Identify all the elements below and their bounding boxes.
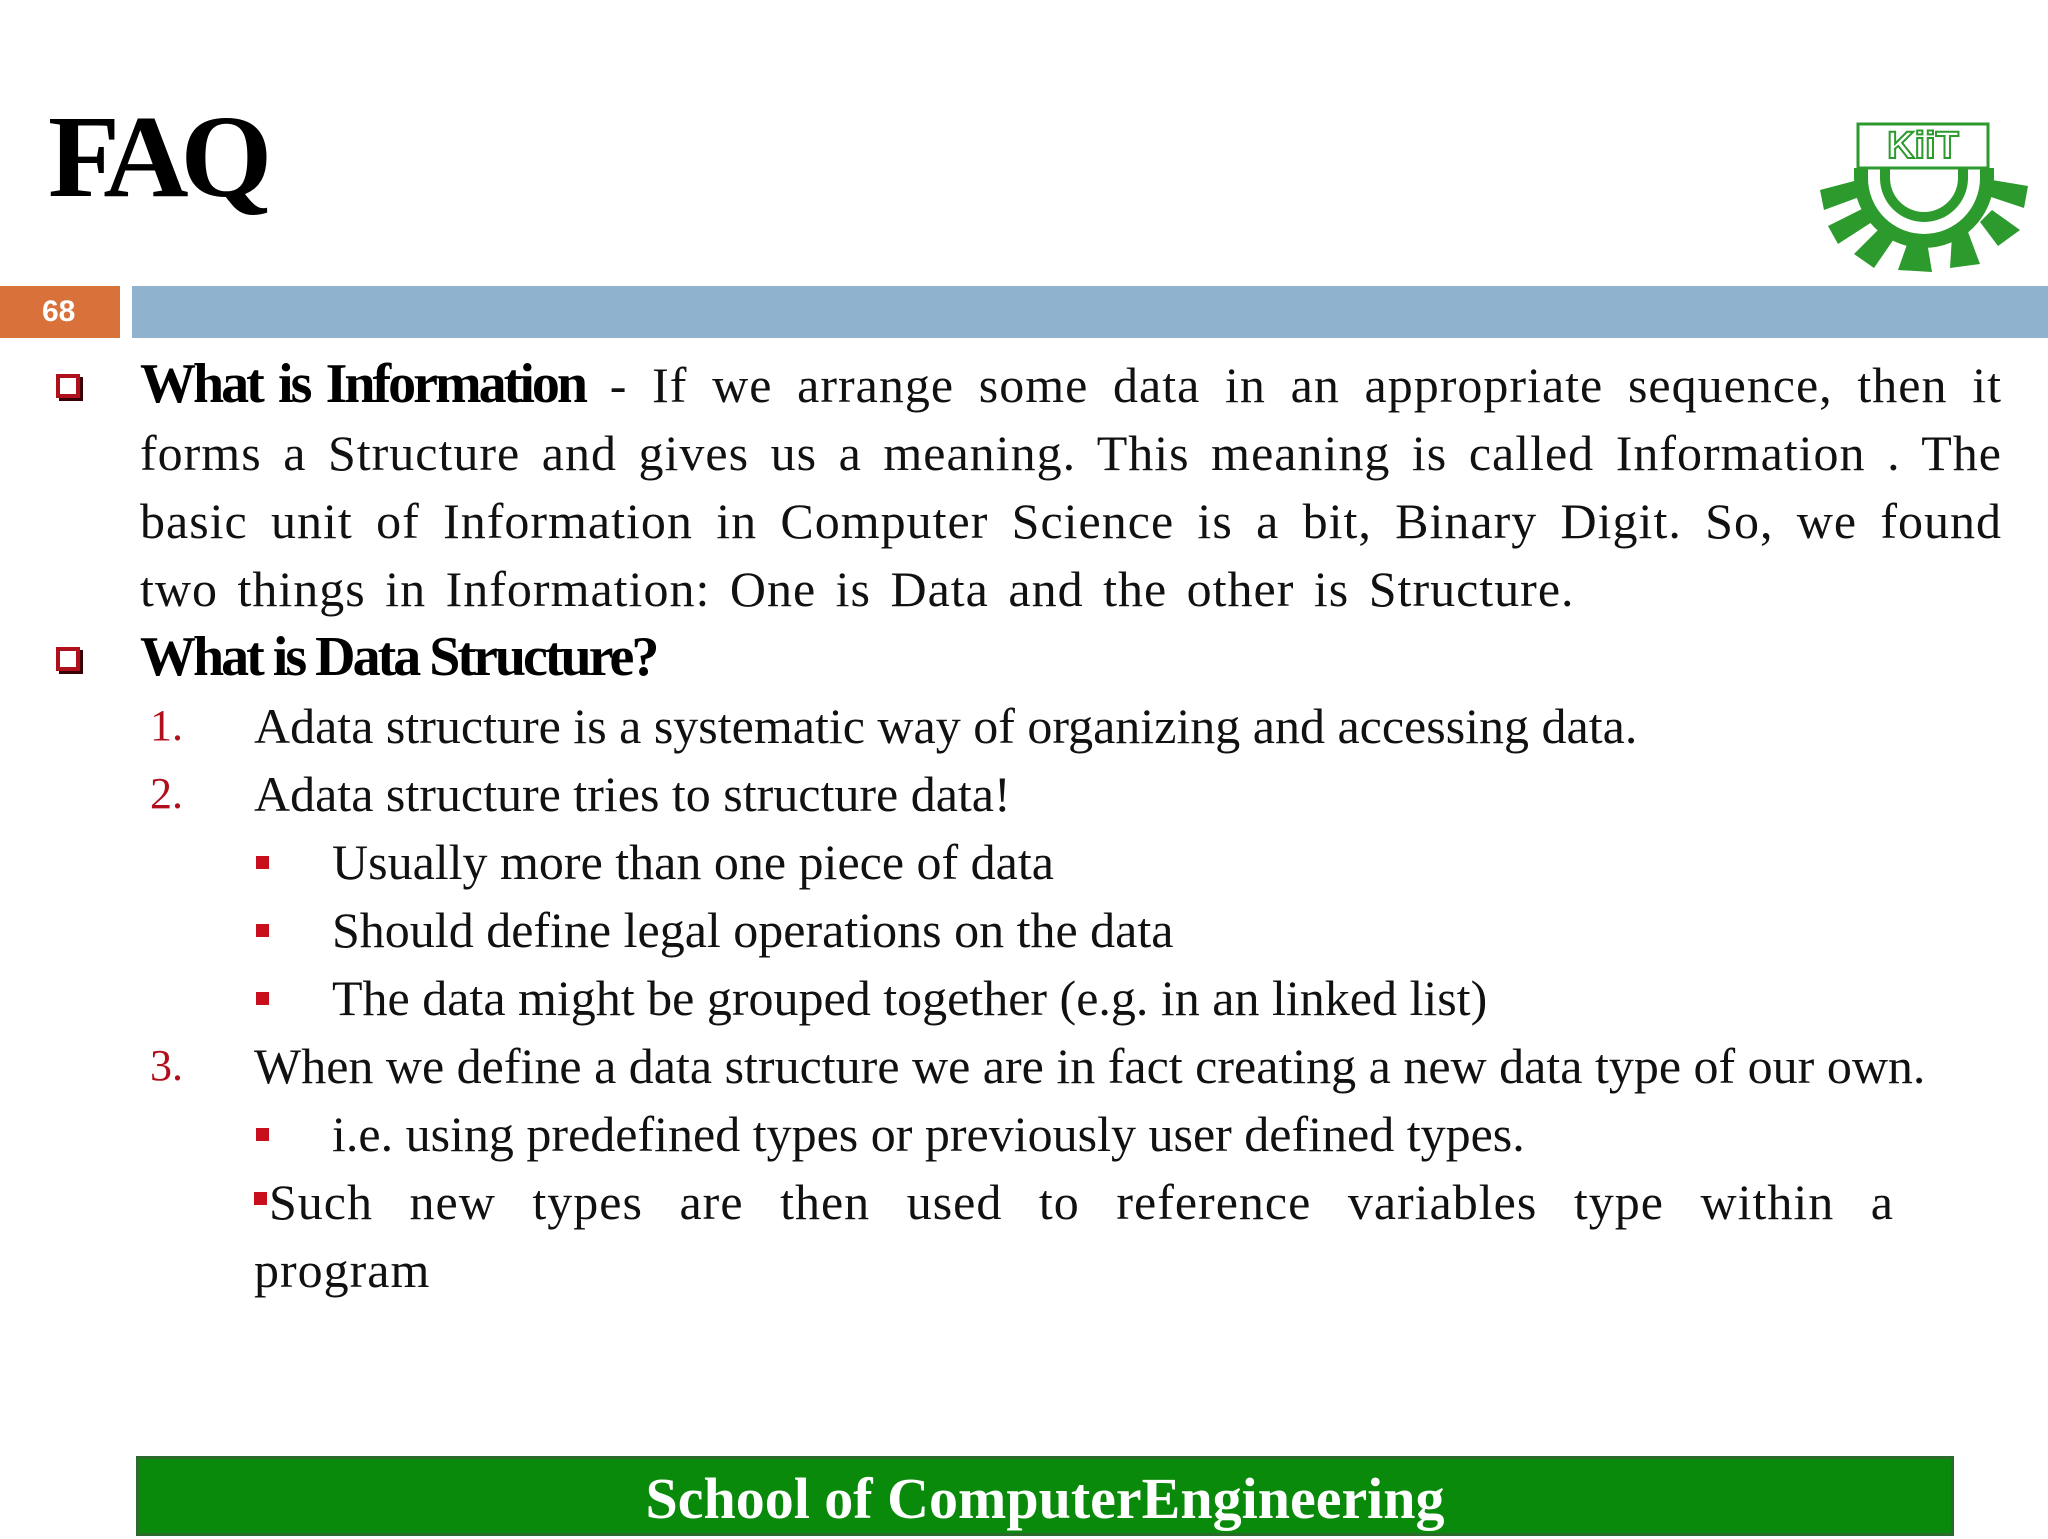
numbered-item [0, 760, 2000, 828]
logo-text: KiiT [1887, 125, 1959, 167]
square-bullet-icon [256, 856, 269, 869]
trailing-bullet [0, 1168, 1894, 1304]
sub-bullet [0, 1100, 2048, 1168]
checkbox-bullet-icon [56, 374, 80, 398]
faq-body: - If we arrange some data in an appropriate sequence, then it forms a Structure and gives us a meaning. This meaning is called Information . The basic unit of Information in Computer Science is a bit, Binary Digit. So, we found two things in Information: One is Data and the other is Structure. [140, 357, 2002, 617]
checkbox-bullet-icon [56, 647, 80, 671]
faq-item-data-structure [0, 623, 2002, 692]
slide-title: FAQ [48, 91, 265, 222]
trailing-text: Such new types are then used to reference variables type within a program [254, 1174, 1894, 1298]
kiit-logo [1818, 118, 2028, 278]
numbered-item [0, 1032, 2000, 1100]
footer-banner [136, 1456, 1954, 1536]
item-text: When we define a data structure we are in fact creating a new data type of our own. [254, 1038, 1926, 1094]
sub-bullet [0, 964, 2048, 1032]
slide-number: 68 [0, 286, 120, 338]
square-bullet-icon [256, 992, 269, 1005]
square-bullet-icon [256, 1128, 269, 1141]
sub-bullet-text: i.e. using predefined types or previously user defined types. [332, 1106, 1525, 1162]
faq-heading: What is Information [140, 353, 586, 415]
footer-text: School of ComputerEngineering [645, 1466, 1445, 1531]
header-divider-bar [132, 286, 2048, 338]
item-text: Adata structure is a systematic way of organizing and accessing data. [254, 698, 1638, 754]
sub-bullet [0, 896, 2048, 964]
faq-item-information [0, 350, 2002, 623]
item-number: 1. [150, 701, 183, 750]
sub-bullet-text: Usually more than one piece of data [332, 834, 1054, 890]
square-bullet-icon [254, 1192, 267, 1205]
slide-content [0, 350, 2048, 1304]
item-number: 2. [150, 769, 183, 818]
item-number: 3. [150, 1041, 183, 1090]
faq-heading: What is Data Structure? [140, 626, 657, 688]
sub-bullet-text: Should define legal operations on the data [332, 902, 1174, 958]
numbered-item [0, 692, 2000, 760]
sub-bullet [0, 828, 2048, 896]
kiit-logo-icon [1818, 118, 2028, 278]
sub-bullet-text: The data might be grouped together (e.g. in an linked list) [332, 970, 1488, 1026]
item-text: Adata structure tries to structure data! [254, 766, 1011, 822]
square-bullet-icon [256, 924, 269, 937]
